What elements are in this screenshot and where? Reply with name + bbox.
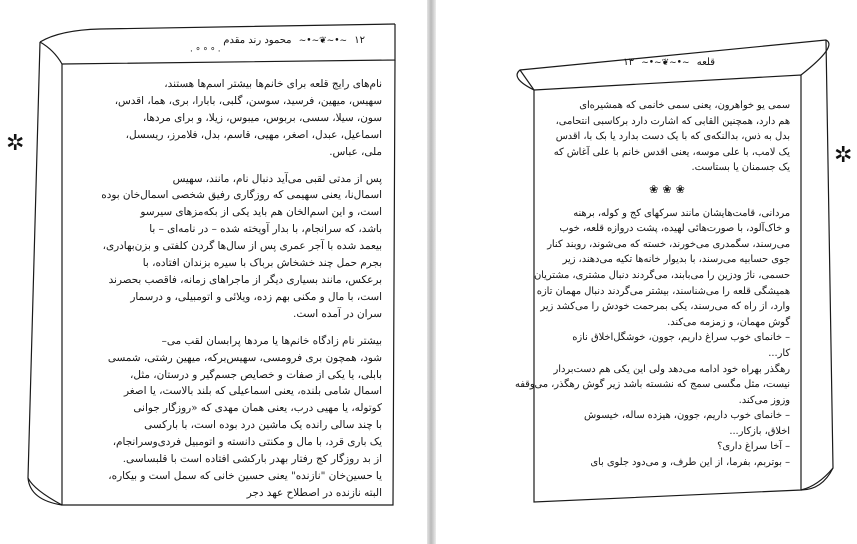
text-line: یک باری قرد، با مال و مکنتی دانسته و اتومبیل فردی‌وسرانجام، <box>112 436 382 449</box>
text-line: ملی، عباس. <box>329 145 382 158</box>
text-line: می‌رسند، سگمدری می‌خورند، خسته که می‌شوند، روبند کنار <box>547 238 790 250</box>
text-line: بیشتر نام زادگاه خانم‌ها یا مردها پرابسان لقب می‌– <box>161 334 382 347</box>
text-line: باشد، که سرانجام، با بدار آویخته شده – در نامه‌ای – با <box>149 223 382 236</box>
text-line: با چند سالی رانده یک ماشین درد بوده است، با بارکسی <box>144 419 382 432</box>
text-line: رهگذر بهراه خود ادامه می‌دهد ولی این یکی هم دست‌بردار <box>553 363 790 375</box>
text-line: بابلی، یا یکی از صفات و خصایص جسم‌گیر و درستان، مثل، <box>130 368 382 381</box>
text-line: یک لامب، با علی موسه، یعنی اقدس خانم با علی آغاش که <box>553 146 790 158</box>
text-line: – بوتربم، بفرما، از این طرف، و می‌دود جلوی بای <box>590 457 790 469</box>
text-line: البته نازنده در اصطلاح عهد دجر <box>246 486 382 499</box>
text-line: پس از مدتی لقبی می‌آید دنبال نام، مانند، سهیس <box>172 172 382 185</box>
text-line: – آخا سراغ داری؟ <box>717 441 790 453</box>
text-line: شود، همچون بری فرومسی، سهیس‌برکه، میهین رشتی، شمسی <box>107 351 382 364</box>
right-paragraph-6 <box>548 455 790 471</box>
right-paragraph-4 <box>548 408 790 439</box>
text-line: کوتوله، یا مهیی درب، یعنی همان مهدی که «روزگار جوانی <box>133 402 382 415</box>
book-gutter <box>427 0 436 544</box>
text-line: هم دارد، همچنین القابی که اشارت دارد برکاسبی انتحامی، <box>555 115 790 127</box>
text-line: همیشگی قلعه را می‌شناسند، بیشتر می‌گردند دنبال مهمان تازه <box>536 285 790 297</box>
text-line: بجرم حمل چند خشخاش برباک با سیره بزندان افتاده، با <box>142 257 382 270</box>
text-line: – خانمای خوب داریم، جوون، هیزده ساله، خیسوش <box>584 410 790 422</box>
text-line: گوش مهمان، و زمزمه می‌کند. <box>667 316 790 328</box>
right-running-header <box>555 57 715 68</box>
text-line: بیعمد شده با آجر عمری پس از سال‌ها گردن کلفتی و بزن‌بهادری، <box>102 240 382 253</box>
text-line: جوی حسابیه می‌رسند، با بدیوار خانه‌ها تکیه می‌دهند، زیر <box>562 254 790 266</box>
text-line: سران در آمده است. <box>293 307 382 320</box>
text-line: و خاک‌آلود، با صورت‌هائی لهیده، پشت دروازه قلعه، خوب <box>559 223 790 235</box>
text-line: نیست، مثل مگسی سمج که نشسته باشد زیر گوش رهگذر، می‌وقفه <box>514 379 790 391</box>
right-page-body <box>514 98 790 471</box>
text-line: – خانمای خوب سراغ داریم، جوون، خوشگل‌اخلاق نازه <box>572 332 790 344</box>
right-page-number: ۱۳ <box>623 57 635 68</box>
text-line: سون، سیلا، سسی، بربوس، میبوس، زیلا، و برای مردها، <box>142 111 382 124</box>
text-line: برعکس، مانند بسیاری دیگر از ماجراهای زمانه، فاقصب بحصرند <box>108 273 382 286</box>
right-paragraph-0 <box>548 98 790 176</box>
text-line: سهیس، میهین، فرسید، سوسن، گلبی، بابارا، بری، هما، اقدس، <box>114 94 382 107</box>
right-running-head: قلعه <box>696 57 715 68</box>
left-paragraph-2 <box>86 171 382 323</box>
right-paragraph-5 <box>548 439 790 455</box>
left-paragraph-3 <box>86 333 382 502</box>
left-paragraph-1 <box>86 76 382 161</box>
section-break-stars: ❀❀❀ <box>649 182 689 196</box>
text-line: وزوز می‌کند. <box>738 394 790 406</box>
left-running-header <box>150 35 365 46</box>
right-paragraph-3 <box>514 362 790 409</box>
text-line: نام‌های رایج قلعه برای خانم‌ها بیشتر اسم‌ها هستند، <box>164 78 382 90</box>
right-paragraph-1 <box>533 206 790 331</box>
text-line: بدل به ذس، بدالنکه‌ی که با یک دست بدارد یا بک با، اقدس <box>555 131 790 143</box>
text-line: است، و این اسم‌الخان هم باید یکی از بکه‌مزهای سیرسو <box>140 206 382 219</box>
right-side-ornament-icon: ✲ <box>834 143 853 168</box>
text-line: سمی یو خواهرون، یعنی سمی خانمی که همشیره‌ای <box>579 100 790 111</box>
left-side-ornament-icon: ✲ <box>6 131 25 156</box>
text-line: کار... <box>768 347 790 359</box>
text-line: اسمال‌نا، یعنی سهیمی که روزگاری رفیق شخصی اسمال‌خان بوده <box>101 189 382 202</box>
text-line: اخلاق، بازکار... <box>729 425 790 437</box>
text-line: اسماعیل، عبدل، اصغر، مهیی، قاسم، بدل، فلامرز، ریسسل، <box>125 128 382 141</box>
text-line: اسمال شامی بلنده، یعنی اسماعیلی که بلند بالاست، یا اصغر <box>124 385 382 398</box>
left-running-head: محمود رند مقدم <box>223 35 292 46</box>
text-line: حسمی، ناژ ودزین را می‌بابند، می‌گردند دنبال مشتری، مشتریان <box>533 269 790 281</box>
text-line: از بد روزگار کج رفتار بهدر بارکشی افتاده است با قلبساسی. <box>122 453 382 466</box>
right-paragraph-2 <box>548 330 790 361</box>
left-top-marks: · ° ° ° · <box>190 47 221 57</box>
text-line: یا حسین‌خان "نازنده" یعنی حسین خانی که سمل است و بیکاره، <box>108 469 382 482</box>
right-header-ornament: ~•~❦~•~ <box>641 58 690 68</box>
left-page-number: ۱۲ <box>354 35 365 46</box>
text-line: است، با مال و مکنی بهم زده، ویلائی و اتومبیلی، و درسمار <box>130 290 382 303</box>
left-page-body <box>86 76 382 502</box>
text-line: مردانی، قامت‌هایشان مانند سرکهای کج و کوله، برهنه <box>573 207 790 219</box>
text-line: یک جسمنان یا بستاست. <box>691 162 790 174</box>
left-header-ornament: ~•~❦~•~ <box>298 36 348 46</box>
text-line: وارد، از راه که می‌رسند، یکی بمرحمت خودش را می‌کشد زیر <box>540 301 790 313</box>
